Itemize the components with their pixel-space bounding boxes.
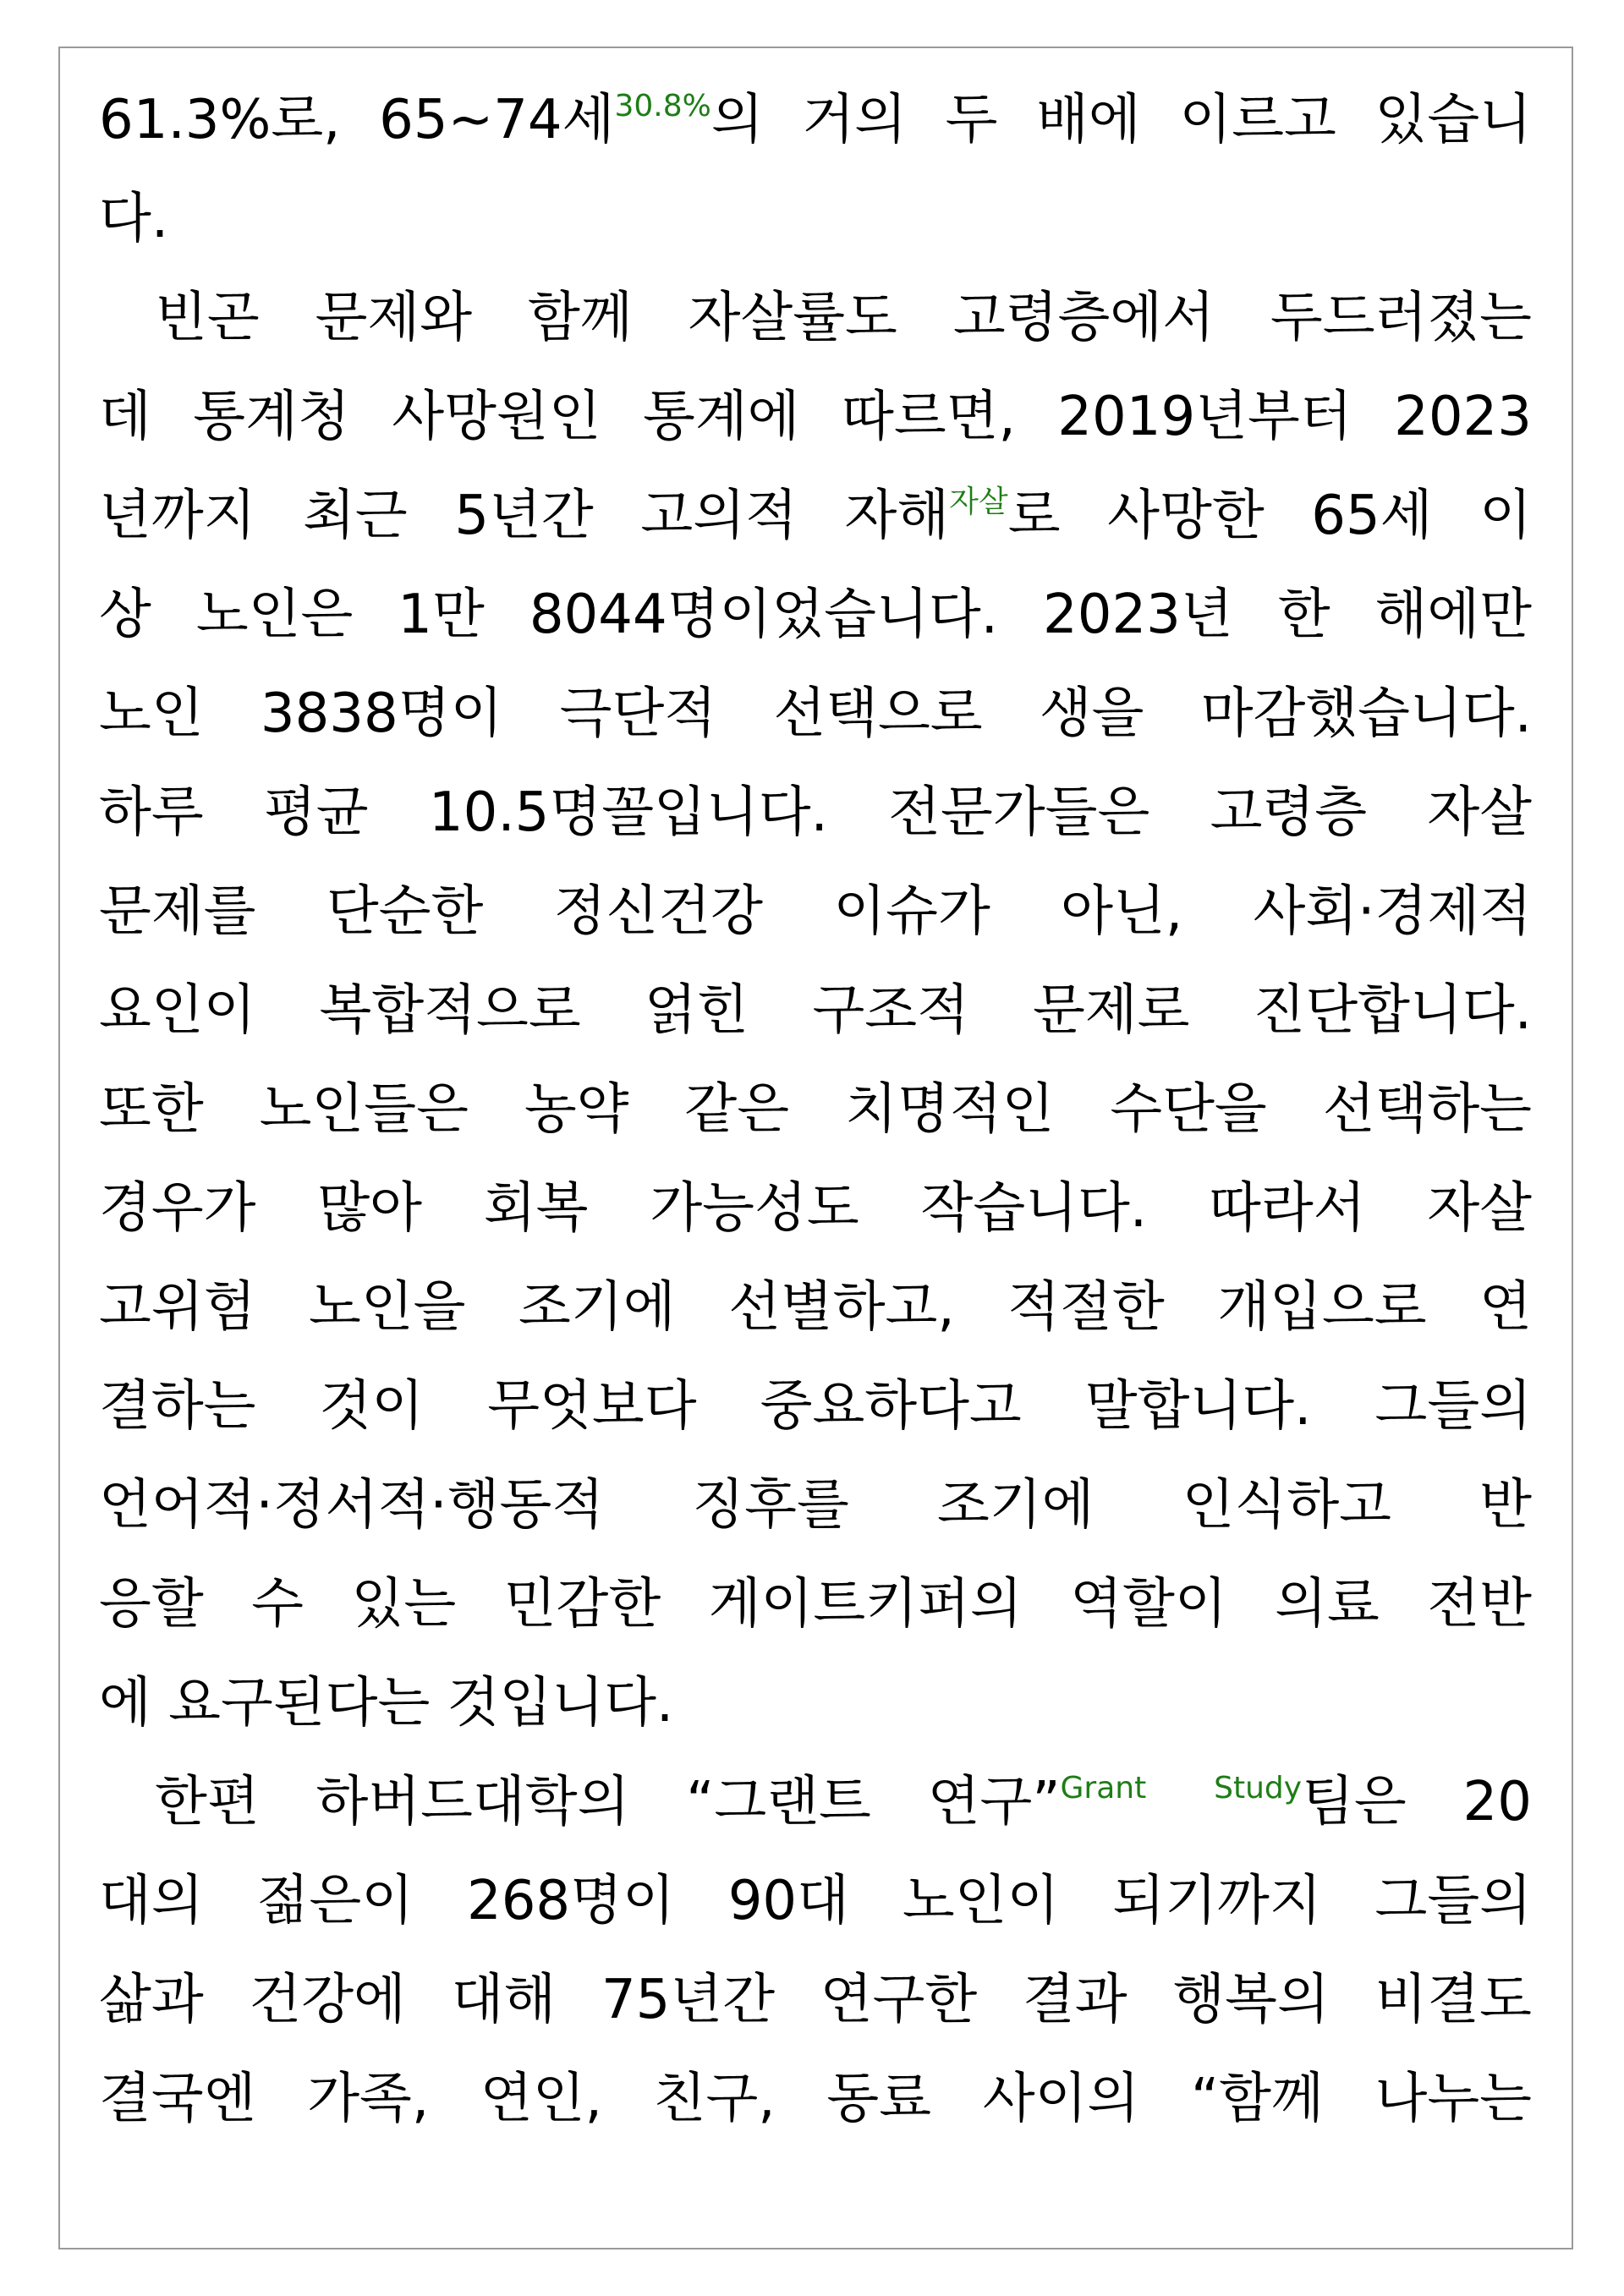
text-line bbox=[99, 764, 1532, 863]
annotation-note: 자살 bbox=[949, 485, 1008, 519]
text-line bbox=[99, 368, 1532, 467]
text-run: 경우가 많아 회복 가능성도 작습니다. 따라서 자살 bbox=[99, 1177, 1532, 1240]
text-line bbox=[99, 1555, 1532, 1654]
text-line bbox=[99, 1060, 1532, 1159]
text-line bbox=[99, 1159, 1532, 1258]
text-line bbox=[99, 962, 1532, 1060]
paragraph-first-line bbox=[99, 269, 1532, 368]
text-line bbox=[99, 2050, 1532, 2149]
text-run: 팀은 20 bbox=[1302, 1771, 1532, 1833]
text-run: 고위험 노인을 조기에 선별하고, 적절한 개입으로 연 bbox=[99, 1276, 1532, 1339]
text-run: 데 통계청 사망원인 통계에 따르면, 2019년부터 2023 bbox=[99, 386, 1532, 448]
body-text bbox=[99, 71, 1532, 2149]
paragraph-first-line bbox=[99, 1753, 1532, 1852]
annotation-note: Grant Study bbox=[1060, 1771, 1303, 1806]
text-run: 다. bbox=[99, 188, 169, 250]
text-run: 상 노인은 1만 8044명이었습니다. 2023년 한 해에만 bbox=[99, 584, 1532, 646]
text-run: 대의 젊은이 268명이 90대 노인이 되기까지 그들의 bbox=[99, 1870, 1532, 1932]
text-run: 빈곤 문제와 함께 자살률도 고령층에서 두드러졌는 bbox=[155, 287, 1532, 349]
annotation-note: 30.8% bbox=[614, 89, 711, 123]
text-line bbox=[99, 1951, 1532, 2050]
text-run: 노인 3838명이 극단적 선택으로 생을 마감했습니다. bbox=[99, 682, 1532, 745]
text-run: 에 요구된다는 것입니다. bbox=[99, 1672, 674, 1734]
text-run: 요인이 복합적으로 얽힌 구조적 문제로 진단합니다. bbox=[99, 979, 1532, 1042]
text-line bbox=[99, 1357, 1532, 1456]
text-run: 의 거의 두 배에 이르고 있습니 bbox=[710, 89, 1532, 151]
text-run: 언어적·정서적·행동적 징후를 조기에 인식하고 반 bbox=[99, 1474, 1532, 1537]
text-line bbox=[99, 566, 1532, 665]
text-line bbox=[99, 665, 1532, 764]
text-run: 61.3%로, 65~74세 bbox=[99, 89, 615, 151]
text-run: 결국엔 가족, 연인, 친구, 동료 사이의 “함께 나누는 bbox=[99, 2068, 1532, 2130]
text-line bbox=[99, 1654, 1532, 1753]
text-line bbox=[99, 1852, 1532, 1951]
text-run: 한편 하버드대학의 “그랜트 연구” bbox=[155, 1771, 1061, 1833]
text-line bbox=[99, 71, 1532, 170]
text-line bbox=[99, 863, 1532, 962]
text-run: 년까지 최근 5년간 고의적 자해 bbox=[99, 485, 950, 547]
text-run: 또한 노인들은 농약 같은 치명적인 수단을 선택하는 bbox=[99, 1078, 1532, 1141]
text-line bbox=[99, 1258, 1532, 1357]
text-run: 삶과 건강에 대해 75년간 연구한 결과 행복의 비결도 bbox=[99, 1969, 1532, 2031]
text-run: 응할 수 있는 민감한 게이트키퍼의 역할이 의료 전반 bbox=[99, 1573, 1532, 1636]
text-run: 결하는 것이 무엇보다 중요하다고 말합니다. 그들의 bbox=[99, 1375, 1532, 1438]
text-run: 로 사망한 65세 이 bbox=[1007, 485, 1532, 547]
text-line bbox=[99, 467, 1532, 566]
text-line bbox=[99, 170, 1532, 269]
text-run: 하루 평균 10.5명꼴입니다. 전문가들은 고령층 자살 bbox=[99, 781, 1532, 844]
text-line bbox=[99, 1456, 1532, 1555]
text-run: 문제를 단순한 정신건강 이슈가 아닌, 사회·경제적 bbox=[99, 880, 1532, 943]
